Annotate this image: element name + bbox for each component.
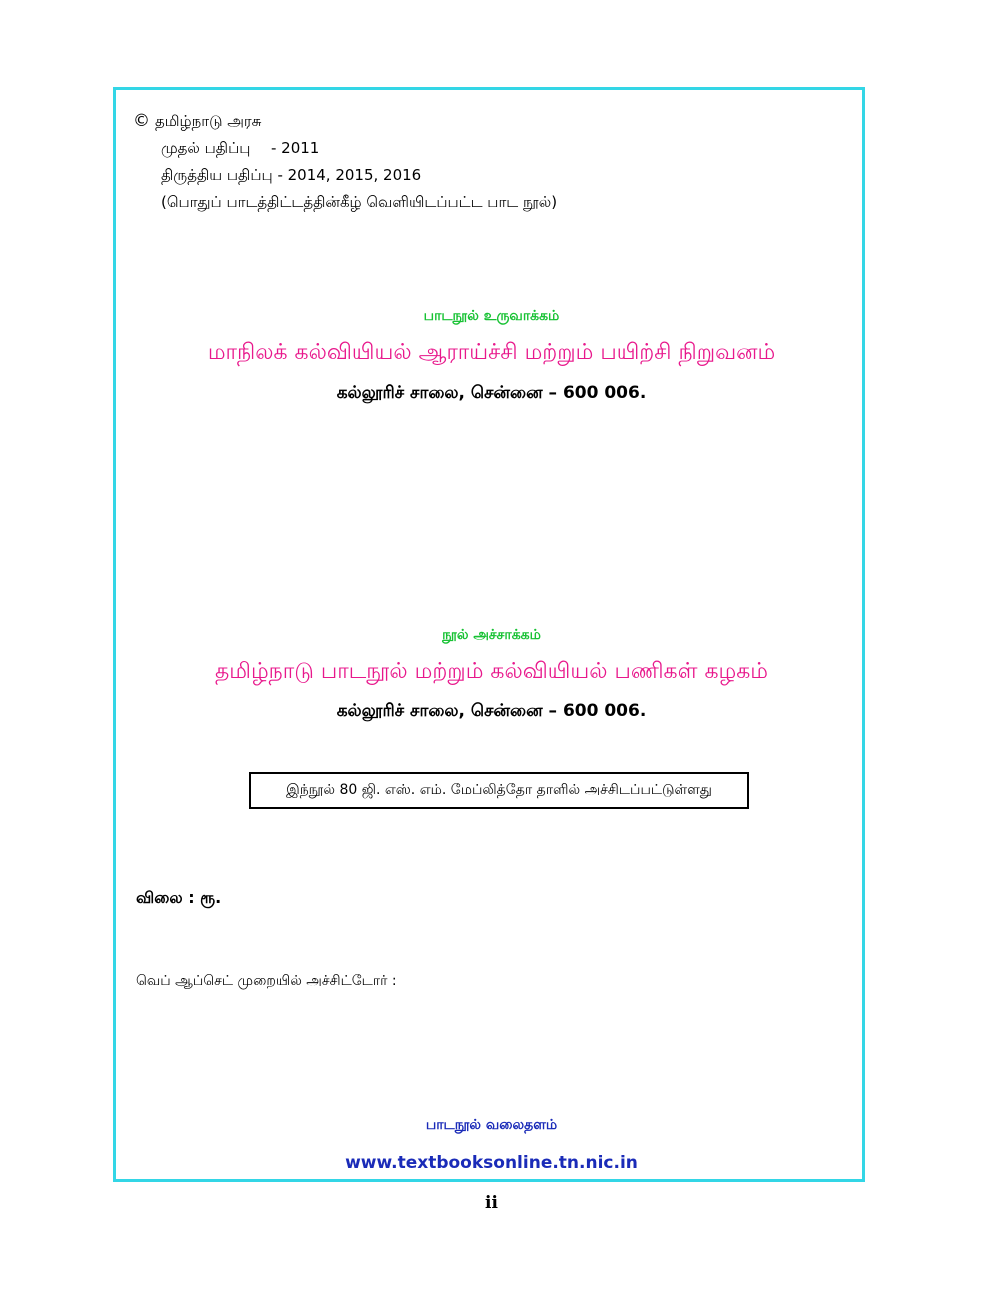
printer-line: வெப் ஆப்செட் முறையில் அச்சிட்டோர் : <box>136 973 397 989</box>
paper-note: இந்நூல் 80 ஜி. எஸ். எம். மேப்லித்தோ தாளில் அச்சிடப்பட்டுள்ளது <box>286 781 712 798</box>
printed-by-address: கல்லூரிச் சாலை, சென்னை – 600 006. <box>336 701 647 721</box>
prepared-by-label: பாடநூல் உருவாக்கம் <box>423 308 560 324</box>
prepared-by-org: மாநிலக் கல்வியியல் ஆராய்ச்சி மற்றும் பயிற்சி நிறுவனம் <box>207 340 776 365</box>
revised-edition-label: திருத்திய பதிப்பு <box>161 166 273 184</box>
revised-edition-value: - 2014, 2015, 2016 <box>277 166 422 184</box>
first-edition-value: - 2011 <box>271 139 320 157</box>
copyright-symbol: © <box>133 111 150 131</box>
imprint-block <box>133 108 557 216</box>
paper-note-box <box>249 772 749 809</box>
publisher-name: தமிழ்நாடு அரசு <box>155 112 262 130</box>
first-edition-label: முதல் பதிப்பு <box>161 139 251 157</box>
edition-note: (பொதுப் பாடத்திட்டத்தின்கீழ் வெளியிடப்பட்ட பாட நூல்) <box>161 193 558 211</box>
website-label: பாடநூல் வலைதளம் <box>425 1117 558 1133</box>
prepared-by-address: கல்லூரிச் சாலை, சென்னை – 600 006. <box>336 383 647 403</box>
website-url[interactable]: www.textbooksonline.tn.nic.in <box>345 1153 638 1173</box>
page-number: ii <box>485 1193 498 1213</box>
price-label: விலை : ரூ. <box>136 888 222 907</box>
printed-by-label: நூல் அச்சாக்கம் <box>442 627 541 643</box>
copyright-line <box>133 108 557 135</box>
printed-by-org: தமிழ்நாடு பாடநூல் மற்றும் கல்வியியல் பணிகள் கழகம் <box>214 659 769 684</box>
first-edition-line <box>133 135 557 162</box>
revised-edition-line <box>133 162 557 189</box>
